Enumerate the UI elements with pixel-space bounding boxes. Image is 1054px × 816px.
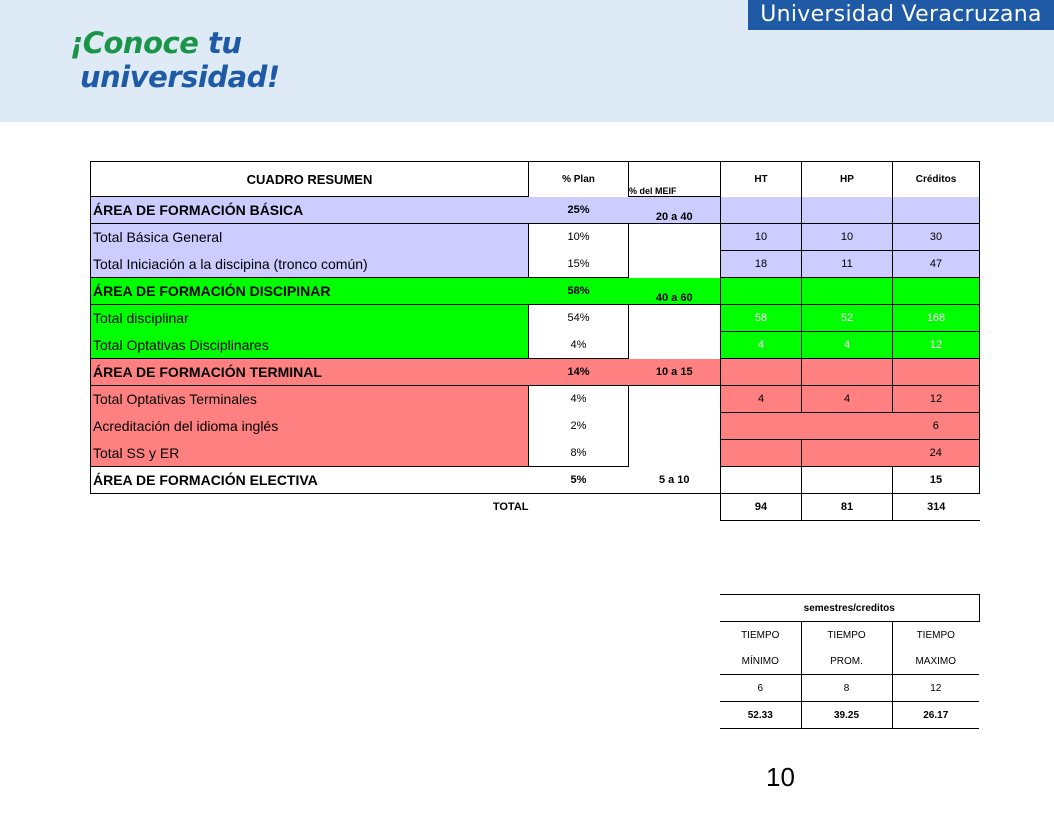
row-label: ÁREA DE FORMACIÓN BÁSICA	[91, 197, 529, 224]
total-row	[91, 494, 980, 521]
sem-col3-line1: TIEMPO	[916, 629, 955, 641]
row-hp	[802, 440, 893, 467]
logo-text-tu: tu	[207, 26, 242, 60]
row-creditos	[893, 278, 980, 305]
header-ht: HT	[721, 162, 802, 197]
row-creditos: 12	[893, 386, 980, 413]
sem-col1-line1: TIEMPO	[720, 622, 801, 649]
total-creditos: 314	[893, 494, 980, 521]
row-hp: 11	[802, 251, 893, 278]
institution-banner: Universidad Veracruzana	[748, 0, 1054, 30]
row-creditos	[893, 197, 980, 224]
row-plan: 5%	[529, 467, 629, 494]
row-ht: 18	[721, 251, 802, 278]
row-creditos: 12	[893, 332, 980, 359]
row-plan: 15%	[529, 251, 629, 278]
row-label: Total SS y ER	[91, 440, 529, 467]
row-plan: 14%	[529, 359, 629, 386]
sem-value: 6	[720, 675, 801, 702]
table-row	[91, 251, 980, 278]
row-ht	[721, 467, 802, 494]
header-plan: % Plan	[529, 162, 629, 197]
row-ht	[721, 359, 802, 386]
row-label: ÁREA DE FORMACIÓN TERMINAL	[91, 359, 529, 386]
total-hp: 81	[802, 494, 893, 521]
sem-col2-line2: PROM.	[801, 648, 892, 675]
table-row	[91, 197, 980, 224]
logo-text-conoce: ¡Conoce	[70, 26, 208, 60]
row-label: ÁREA DE FORMACIÓN DISCIPINAR	[91, 278, 529, 305]
row-plan: 58%	[529, 278, 629, 305]
row-plan: 10%	[529, 224, 629, 251]
row-meif-empty	[629, 224, 721, 278]
semesters-title: semestres/creditos	[720, 595, 979, 622]
row-label: Acreditación del idioma inglés	[91, 413, 529, 440]
row-ht: 10	[721, 224, 802, 251]
table-row	[91, 467, 980, 494]
sem-col3-line2: MAXIMO	[892, 648, 979, 675]
page-number: 10	[766, 762, 795, 792]
row-hp: 52	[802, 305, 893, 332]
row-meif-empty	[629, 386, 721, 467]
header-hp: HP	[802, 162, 893, 197]
row-meif: 5 a 10	[629, 467, 721, 494]
row-ht	[721, 440, 802, 467]
table-row	[91, 224, 980, 251]
row-creditos: 15	[893, 467, 980, 494]
row-label: ÁREA DE FORMACIÓN ELECTIVA	[91, 467, 529, 494]
header-creditos: Créditos	[893, 162, 980, 197]
table-row	[91, 359, 980, 386]
table-header-row	[91, 162, 980, 197]
sem-value: 8	[801, 675, 892, 702]
sem-value: 12	[892, 675, 979, 702]
table-row	[91, 440, 980, 467]
row-hp: 4	[802, 386, 893, 413]
row-plan: 4%	[529, 332, 629, 359]
row-creditos: 47	[893, 251, 980, 278]
row-ht	[721, 278, 802, 305]
row-label: Total Optativas Terminales	[91, 386, 529, 413]
table-row	[91, 386, 980, 413]
header-meif: % del MEIF	[629, 162, 721, 197]
row-plan: 25%	[529, 197, 629, 224]
credit-value: 26.17	[892, 702, 979, 729]
row-creditos: 30	[893, 224, 980, 251]
row-creditos	[893, 359, 980, 386]
row-meif: 20 a 40	[629, 197, 721, 224]
row-creditos: 168	[893, 305, 980, 332]
row-ht	[721, 413, 802, 440]
logo-universidad: universidad!	[80, 60, 280, 94]
table-row	[91, 332, 980, 359]
row-hp	[802, 278, 893, 305]
credit-value: 39.25	[801, 702, 892, 729]
sem-col2-line1: TIEMPO	[801, 622, 892, 649]
table-row	[91, 413, 980, 440]
row-plan: 4%	[529, 386, 629, 413]
row-meif: 10 a 15	[629, 359, 721, 386]
header-cuadro-resumen: CUADRO RESUMEN	[91, 162, 529, 197]
credit-value: 52.33	[720, 702, 801, 729]
row-hp	[802, 197, 893, 224]
row-plan: 2%	[529, 413, 629, 440]
row-creditos: 24	[893, 440, 980, 467]
row-creditos: 6	[893, 413, 980, 440]
row-label: Total Iniciación a la discipina (tronco común)	[91, 251, 529, 278]
row-label: Total Básica General	[91, 224, 529, 251]
summary-table	[90, 161, 980, 521]
row-ht: 58	[721, 305, 802, 332]
row-meif: 40 a 60	[629, 278, 721, 305]
sem-col1-line2: MÍNIMO	[720, 648, 801, 675]
table-row	[91, 278, 980, 305]
semesters-table	[720, 594, 980, 729]
row-ht	[721, 197, 802, 224]
row-label: Total disciplinar	[91, 305, 529, 332]
total-label: TOTAL	[492, 501, 529, 514]
table-row	[91, 305, 980, 332]
row-hp	[802, 413, 893, 440]
total-ht: 94	[721, 494, 802, 521]
logo-conoce	[70, 26, 241, 60]
row-meif-empty	[629, 305, 721, 359]
row-plan: 8%	[529, 440, 629, 467]
row-plan: 54%	[529, 305, 629, 332]
row-hp: 10	[802, 224, 893, 251]
row-hp	[802, 467, 893, 494]
row-hp	[802, 359, 893, 386]
row-ht: 4	[721, 332, 802, 359]
row-label: Total Optativas Disciplinares	[91, 332, 529, 359]
row-hp: 4	[802, 332, 893, 359]
row-ht: 4	[721, 386, 802, 413]
